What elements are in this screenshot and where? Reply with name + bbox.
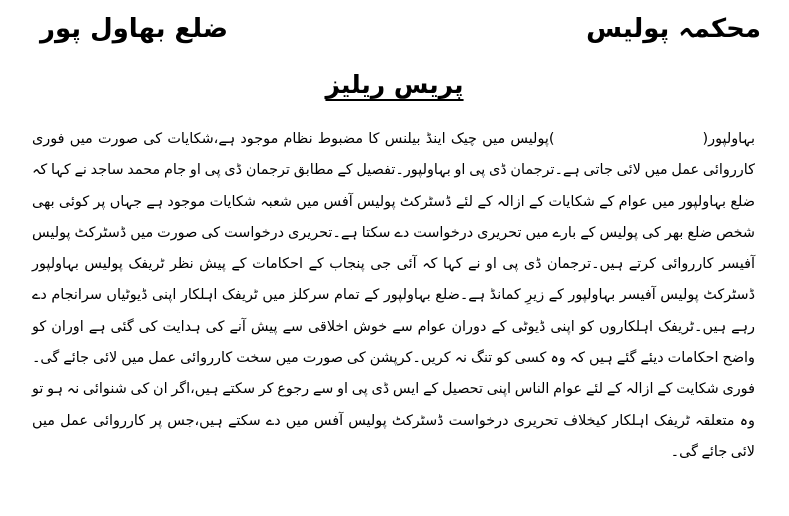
press-release-body: [32, 124, 755, 468]
body-paragraph: )پولیس میں چیک اینڈ بیلنس کا مضبوط نظام موجود ہے،شکایات کی صورت میں فوری کارروائی عمل میں لائی جاتی ہے۔ترجمان ڈی پی او بہاولپور۔تفصیل کے مطابق ترجمان ڈی پی او جام محمد ساجد نے کہا کہ ضلع بہاولپور میں عوام کے شکایات کے ازالہ کے لئے ڈسٹرکٹ پولیس آفس میں شعبہ شکایات موجود ہے جہاں پر کوئی بھی شخص ضلع بھر کی پولیس کے بارے میں تحریری درخواست دے سکتا ہے۔تحریری درخواست کی صورت میں ڈسٹرکٹ پولیس آفیسر کارروائی کرتے ہیں۔ترجمان ڈی پی او نے کہا کہ آئی جی پنجاب کے احکامات کے پیش نظر ٹریفک پولیس بہاولپور ڈسٹرکٹ پولیس آفیسر بہاولپور کے زیرِ کمانڈ ہے۔ضلع بہاولپور کے تمام سرکلز میں ٹریفک اہلکار اپنی ڈیوٹیاں سرانجام دے رہے ہیں۔ٹریفک اہلکاروں کو اپنی ڈیوٹی کے دوران عوام سے خوش اخلاقی سے پیش آنے کی ہدایت کی گئی ہے اوران کو واضح احکامات دیئے گئے ہیں کہ وہ کسی کو تنگ نہ کریں۔کرپشن کی صورت میں سخت کارروائی عمل میں لائی جائے گی۔فوری شکایت کے ازالہ کے لئے عوام الناس اپنی تحصیل کے ایس ڈی پی او سے رجوع کر سکتے ہیں،اگر ان کی شنوائی نہ ہو تو وہ متعلقہ ٹریفک اہلکار کیخلاف تحریری درخواست ڈسٹرکٹ پولیس آفس میں دے سکتے ہیں،جس پر کارروائی عمل میں لائی جائے گی۔: [32, 131, 755, 460]
department-heading: محکمہ پولیس: [586, 14, 761, 44]
dateline: بہاولپور(: [702, 131, 755, 147]
district-heading: ضلع بھاول پور: [40, 14, 229, 44]
page-title: پریس ریلیز: [325, 70, 464, 99]
